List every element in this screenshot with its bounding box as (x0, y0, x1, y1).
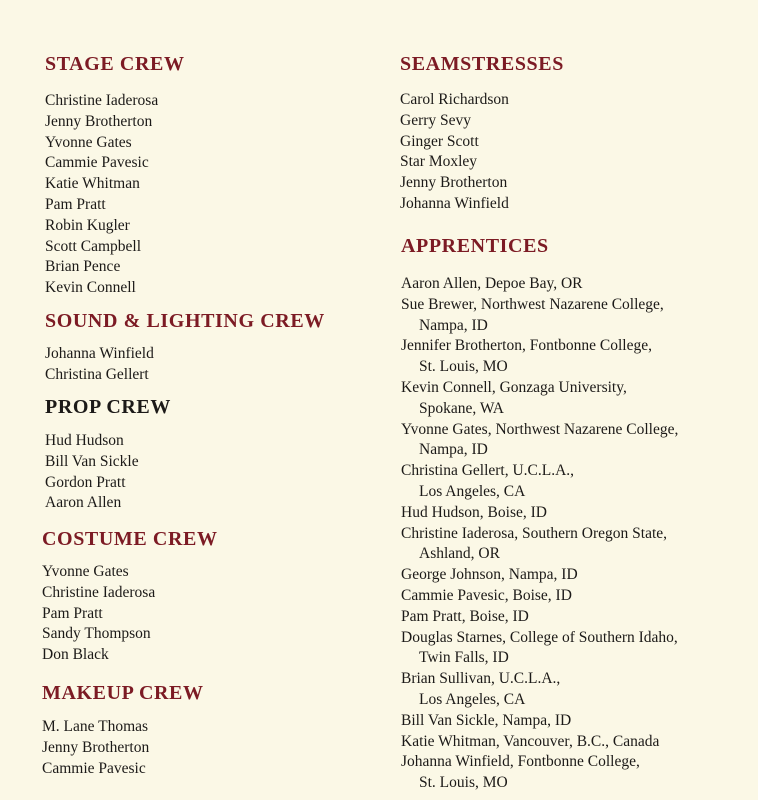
list-item: Jenny Brotherton (45, 112, 153, 130)
list-item: Bill Van Sickle (45, 452, 139, 470)
apprentices-section (401, 234, 678, 794)
list-item: Cammie Pavesic (42, 759, 146, 777)
prop-crew-list (45, 431, 171, 514)
list-item: Cammie Pavesic, Boise, ID (401, 586, 572, 604)
list-item-continuation: Nampa, ID (419, 441, 488, 459)
list-item-continuation: Ashland, OR (419, 545, 500, 563)
costume-crew-list (42, 562, 218, 666)
list-item: Aaron Allen (45, 494, 122, 512)
list-item: Jennifer Brotherton, Fontbonne College, (401, 337, 652, 355)
list-item: Christine Iaderosa (42, 583, 156, 601)
makeup-crew-heading: MAKEUP CREW (42, 682, 204, 704)
list-item: Gordon Pratt (45, 473, 126, 491)
prop-crew-section (45, 395, 171, 514)
list-item: Christine Iaderosa (45, 92, 159, 109)
list-item: Ginger Scott (400, 132, 479, 150)
list-item: Gerry Sevy (400, 111, 472, 129)
list-item-continuation: Los Angeles, CA (419, 482, 526, 500)
list-item-continuation: St. Louis, MO (419, 774, 508, 792)
list-item: Star Moxley (400, 153, 478, 171)
list-item: George Johnson, Nampa, ID (401, 566, 578, 584)
apprentices-list (401, 274, 678, 794)
list-item: Christina Gellert, U.C.L.A., (401, 462, 575, 480)
list-item: Pam Pratt, Boise, ID (401, 607, 529, 625)
list-item: Carol Richardson (400, 91, 509, 108)
sound-lighting-crew-section (45, 309, 325, 386)
list-item: Robin Kugler (45, 216, 130, 234)
list-item: M. Lane Thomas (42, 718, 149, 735)
list-item-continuation: Nampa, ID (419, 316, 488, 334)
stage-crew-section (45, 52, 185, 299)
list-item: Katie Whitman, Vancouver, B.C., Canada (401, 732, 660, 750)
list-item: Don Black (42, 646, 109, 664)
list-item: Johanna Winfield (400, 194, 509, 212)
list-item: Scott Campbell (45, 237, 142, 255)
makeup-crew-section (42, 681, 204, 779)
list-item: Yvonne Gates (42, 563, 129, 580)
seamstresses-heading: SEAMSTRESSES (400, 53, 564, 75)
list-item: Johanna Winfield, Fontbonne College, (401, 753, 640, 771)
list-item: Johanna Winfield (45, 345, 154, 362)
sound-lighting-crew-heading: SOUND & LIGHTING CREW (45, 310, 325, 332)
list-item: Yvonne Gates (45, 133, 132, 151)
list-item: Pam Pratt (45, 195, 106, 213)
list-item-continuation: Spokane, WA (419, 399, 504, 417)
list-item: Katie Whitman (45, 175, 140, 193)
prop-crew-heading: PROP CREW (45, 396, 171, 418)
list-item: Brian Pence (45, 258, 121, 276)
list-item: Kevin Connell (45, 279, 136, 297)
sound-lighting-crew-list (45, 344, 325, 386)
apprentices-heading: APPRENTICES (401, 235, 549, 257)
list-item: Hud Hudson, Boise, ID (401, 503, 547, 521)
list-item: Christine Iaderosa, Southern Oregon State, (401, 524, 668, 542)
list-item: Hud Hudson (45, 432, 124, 449)
list-item: Yvonne Gates, Northwest Nazarene College, (401, 420, 679, 438)
seamstresses-list (400, 90, 564, 215)
list-item-continuation: Twin Falls, ID (419, 649, 509, 667)
list-item: Kevin Connell, Gonzaga University, (401, 378, 627, 396)
costume-crew-heading: COSTUME CREW (42, 528, 218, 550)
list-item: Sue Brewer, Northwest Nazarene College, (401, 295, 664, 313)
list-item: Bill Van Sickle, Nampa, ID (401, 711, 572, 729)
list-item-continuation: St. Louis, MO (419, 358, 508, 376)
list-item: Christina Gellert (45, 365, 149, 383)
list-item: Cammie Pavesic (45, 154, 149, 172)
list-item-continuation: Los Angeles, CA (419, 690, 526, 708)
seamstresses-section (400, 52, 564, 215)
list-item: Douglas Starnes, College of Southern Idaho, (401, 628, 678, 646)
makeup-crew-list (42, 717, 204, 779)
list-item: Aaron Allen, Depoe Bay, OR (401, 275, 583, 292)
list-item: Jenny Brotherton (42, 738, 150, 756)
costume-crew-section (42, 527, 218, 666)
stage-crew-heading: STAGE CREW (45, 53, 185, 75)
list-item: Jenny Brotherton (400, 174, 508, 192)
stage-crew-list (45, 91, 185, 299)
list-item: Pam Pratt (42, 604, 103, 622)
list-item: Brian Sullivan, U.C.L.A., (401, 670, 561, 688)
list-item: Sandy Thompson (42, 625, 151, 643)
